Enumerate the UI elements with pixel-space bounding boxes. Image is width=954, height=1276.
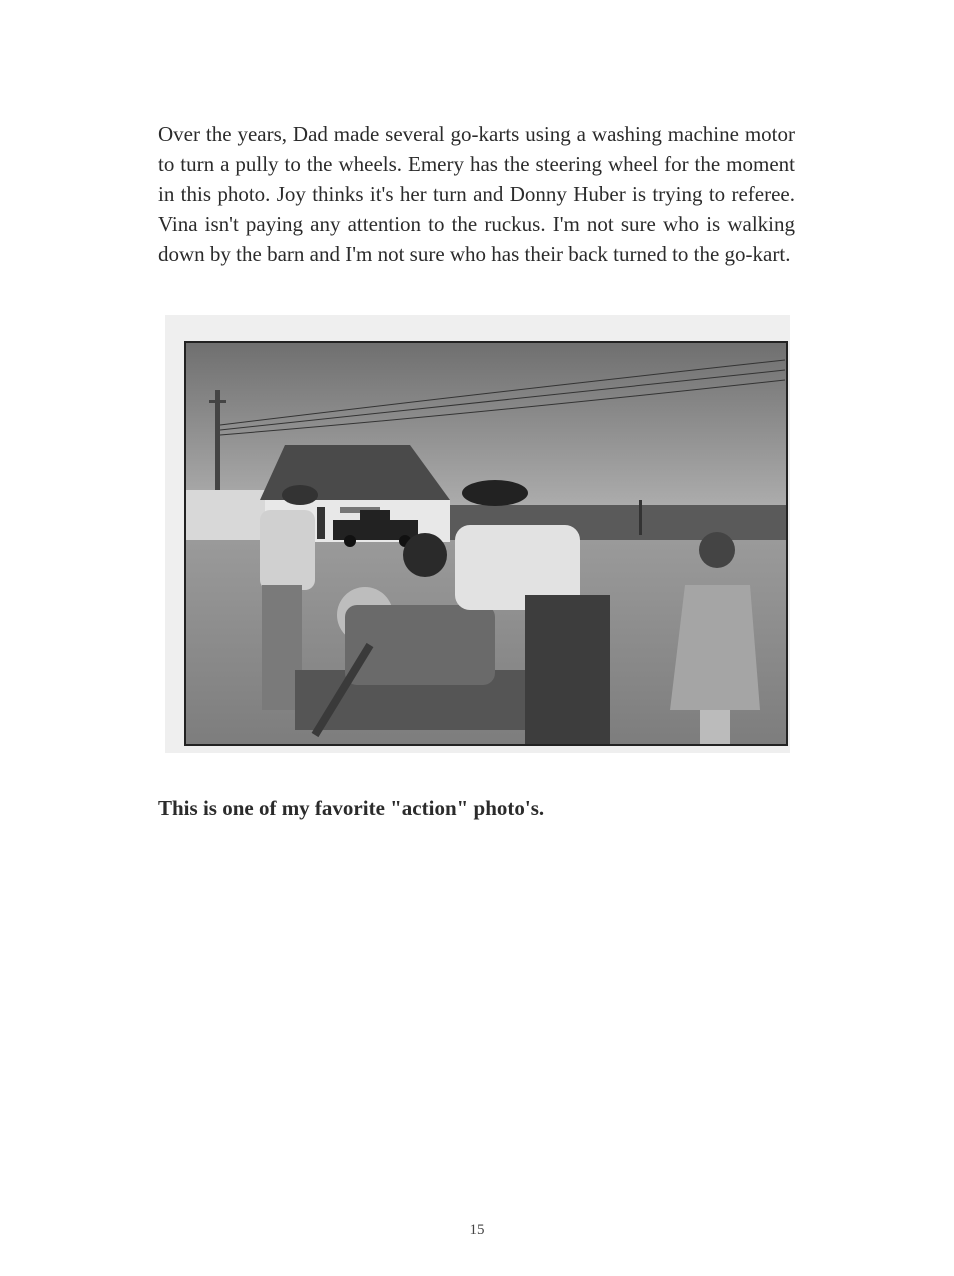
fence <box>185 490 265 540</box>
body-paragraph: Over the years, Dad made several go-karts using a washing machine motor to turn a pully to the wheels. Emery has the steering wheel for the moment in this photo. Joy thinks it's her turn and Donny Huber is trying to referee. Vina isn't paying any attention to the ruckus. I'm not sure who is walking down by the barn and I'm not sure who has their back turned to the go-kart. <box>158 122 795 266</box>
page-number: 15 <box>469 1222 485 1238</box>
photo-caption: This is one of my favorite "action" photo's. <box>158 796 545 820</box>
photo-illustration <box>165 315 790 753</box>
walking-person <box>317 507 325 539</box>
photo-go-kart <box>165 315 790 753</box>
